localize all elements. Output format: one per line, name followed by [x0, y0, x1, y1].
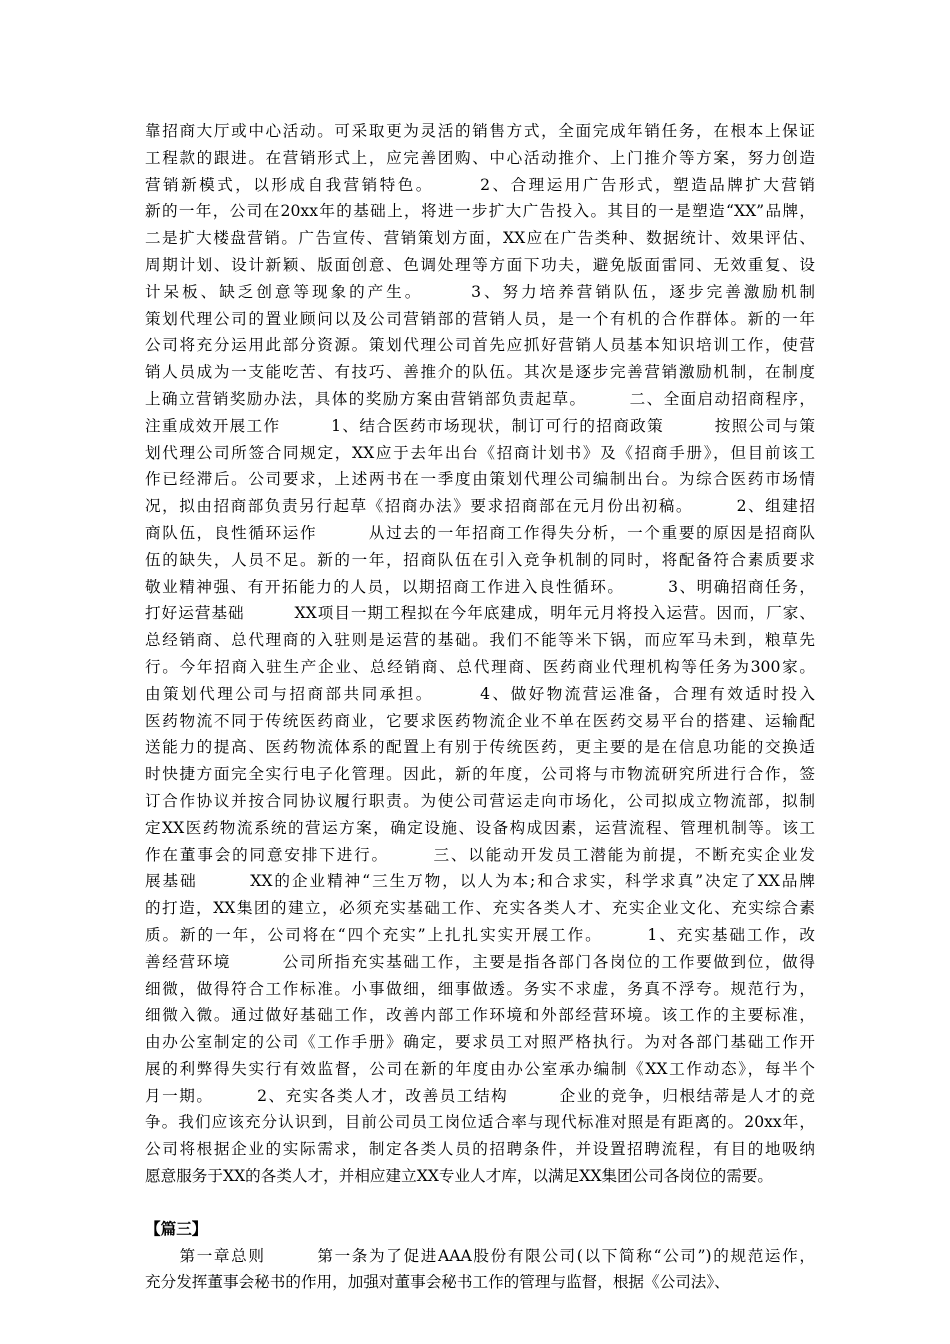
text-line: 争。我们应该充分认识到，目前公司员工岗位适合率与现代标准对照是有距离的。20xx年， — [145, 1113, 815, 1132]
text-line: 由策划代理公司与招商部共同承担。 4、做好物流营运准备，合理有效适时投入 — [145, 684, 815, 703]
text-line: 二是扩大楼盘营销。广告宣传、营销策划方面，XX应在广告类种、数据统计、效果评估、 — [145, 229, 815, 248]
text-line: 细微入微。通过做好基础工作，改善内部工作环境和外部经营环境。该工作的主要标准， — [145, 1006, 815, 1025]
text-line: 打好运营基础 XX项目一期工程拟在今年底建成，明年元月将投入运营。因而，厂家、 — [145, 604, 815, 623]
text-line: 公司将根据企业的实际需求，制定各类人员的招聘条件，并设置招聘流程，有目的地吸纳 — [145, 1140, 815, 1159]
section-spacer — [145, 1190, 815, 1216]
text-line: 行。今年招商入驻生产企业、总经销商、总代理商、医药商业代理机构等任务为300家。 — [145, 657, 815, 676]
text-line: 工程款的跟进。在营销形式上，应完善团购、中心活动推介、上门推介等方案，努力创造 — [145, 148, 815, 167]
text-line: 质。新的一年，公司将在“四个充实”上扎扎实实开展工作。 1、充实基础工作，改 — [145, 925, 815, 944]
text-line: 作在董事会的同意安排下进行。 三、以能动开发员工潜能为前提，不断充实企业发 — [145, 845, 815, 864]
text-line: 上确立营销奖励办法，具体的奖励方案由营销部负责起草。 二、全面启动招商程序， — [145, 389, 815, 408]
section-text — [145, 1243, 815, 1297]
text-line: 定XX医药物流系统的营运方案，确定设施、设备构成因素，运营流程、管理机制等。该工 — [145, 818, 815, 837]
text-line: 愿意服务于XX的各类人才，并相应建立XX专业人才库，以满足XX集团公司各岗位的需要。 — [145, 1167, 773, 1186]
text-line: 展的利弊得失实行有效监督，公司在新的年度由办公室承办编制《XX工作动态》，每半个 — [145, 1059, 815, 1078]
text-line: 伍的缺失，人员不足。新的一年，招商队伍在引入竞争机制的同时，将配备符合素质要求 — [145, 550, 815, 569]
body-text — [145, 118, 815, 1190]
text-line: 营销新模式，以形成自我营销特色。 2、合理运用广告形式，塑造品牌扩大营销 — [145, 175, 815, 194]
text-line: 周期计划、设计新颖、版面创意、色调处理等方面下功夫，避免版面雷同、无效重复、设 — [145, 255, 815, 274]
text-line: 敬业精神强、有开拓能力的人员，以期招商工作进入良性循环。 3、明确招商任务， — [145, 577, 815, 596]
text-line: 新的一年，公司在20xx年的基础上，将进一步扩大广告投入。其目的一是塑造“XX”品牌， — [145, 202, 815, 221]
text-line: 善经营环境 公司所指充实基础工作，主要是指各部门各岗位的工作要做到位，做得 — [145, 952, 815, 971]
text-line: 注重成效开展工作 1、结合医药市场现状，制订可行的招商政策 按照公司与策 — [145, 416, 815, 435]
text-line: 的打造，XX集团的建立，必须充实基础工作、充实各类人才、充实企业文化、充实综合素 — [145, 899, 815, 918]
section-heading: 【篇三】 — [145, 1218, 208, 1238]
text-line: 作已经滞后。公司要求，上述两书在一季度由策划代理公司编制出台。为综合医药市场情 — [145, 470, 815, 489]
text-line: 商队伍，良性循环运作 从过去的一年招商工作得失分析，一个重要的原因是招商队 — [145, 523, 815, 542]
text-line: 充分发挥董事会秘书的作用，加强对董事会秘书工作的管理与监督，根据《公司法》、 — [145, 1273, 730, 1292]
text-line: 医药物流不同于传统医药商业，它要求医药物流企业不单在医药交易平台的搭建、运输配 — [145, 711, 815, 730]
text-line: 计呆板、缺乏创意等现象的产生。 3、努力培养营销队伍，逐步完善激励机制 — [145, 282, 815, 301]
text-line: 况，拟由招商部负责另行起草《招商办法》要求招商部在元月份出初稿。 2、组建招 — [145, 497, 815, 516]
text-line: 划代理公司所签合同规定，XX应于去年出台《招商计划书》及《招商手册》，但目前该工 — [145, 443, 815, 462]
text-line: 细微，做得符合工作标准。小事做细，细事做透。务实不求虚，务真不浮夸。规范行为， — [145, 979, 815, 998]
text-line: 总经销商、总代理商的入驻则是运营的基础。我们不能等米下锅，而应军马未到，粮草先 — [145, 631, 815, 650]
document-page — [145, 118, 815, 1296]
text-line: 月一期。 2、充实各类人才，改善员工结构 企业的竞争，归根结蒂是人才的竞 — [145, 1086, 815, 1105]
text-line: 时快捷方面完全实行电子化管理。因此，新的年度，公司将与市物流研究所进行合作，签 — [145, 765, 815, 784]
text-line: 销人员成为一支能吃苦、有技巧、善推介的队伍。其次是逐步完善营销激励机制，在制度 — [145, 363, 815, 382]
text-line: 公司将充分运用此部分资源。策划代理公司首先应抓好营销人员基本知识培训工作，使营 — [145, 336, 815, 355]
text-line: 展基础 XX的企业精神“三生万物，以人为本;和合求实，科学求真”决定了XX品牌 — [145, 872, 815, 891]
text-line: 第一章总则 第一条为了促进AAA股份有限公司(以下简称“公司”)的规范运作， — [145, 1246, 815, 1265]
text-line: 靠招商大厅或中心活动。可采取更为灵活的销售方式，全面完成年销任务，在根本上保证 — [145, 122, 815, 140]
text-line: 送能力的提高、医药物流体系的配置上有别于传统医药，更主要的是在信息功能的交换适 — [145, 738, 815, 757]
text-line: 策划代理公司的置业顾问以及公司营销部的营销人员，是一个有机的合作群体。新的一年 — [145, 309, 815, 328]
text-line: 由办公室制定的公司《工作手册》确定，要求员工对照严格执行。为对各部门基础工作开 — [145, 1033, 815, 1052]
text-line: 订合作协议并按合同协议履行职责。为使公司营运走向市场化，公司拟成立物流部，拟制 — [145, 791, 815, 810]
